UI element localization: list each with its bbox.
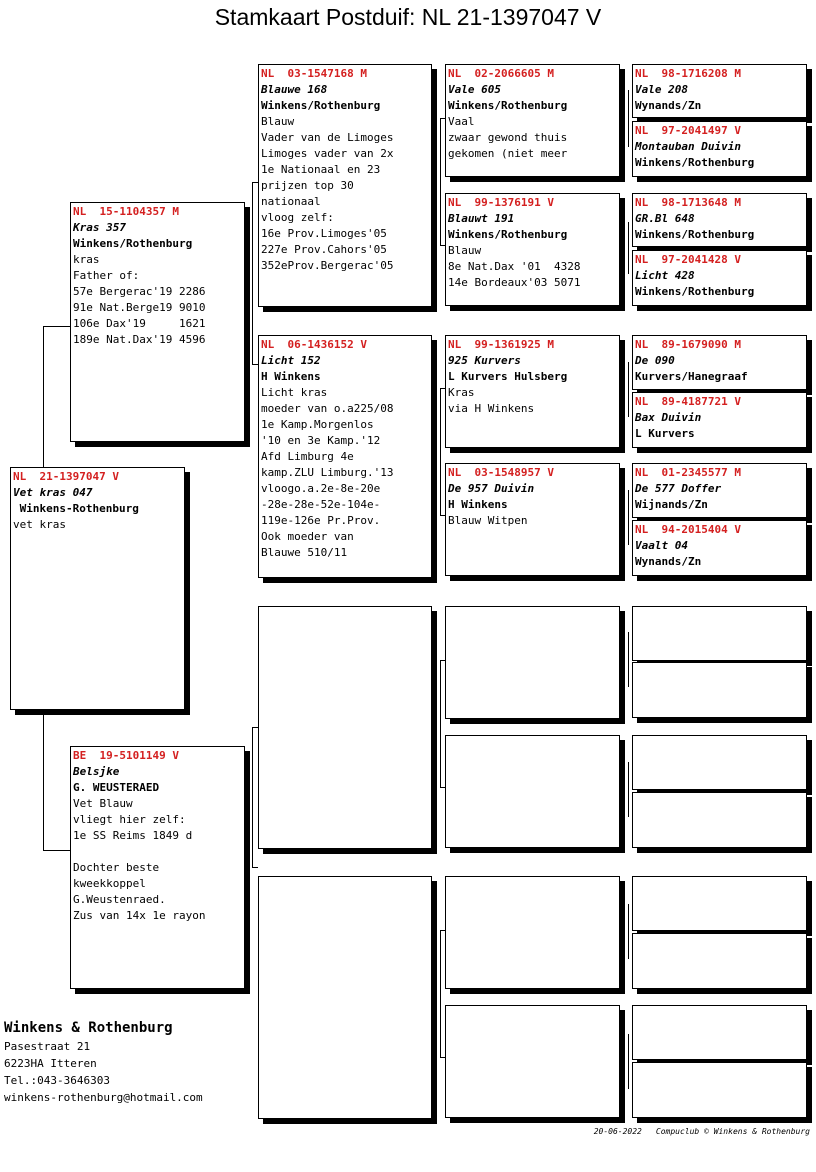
info-line: 57e Bergerac'19 2286 [73,285,206,298]
pigeon-name: Vale 208 [635,83,688,96]
pigeon-card-fmmf[interactable] [632,463,807,518]
connector [628,632,629,687]
info-line: Vader van de Limoges [261,131,394,144]
pigeon-card-empty[interactable] [632,735,807,790]
pigeon-card-mmf-empty[interactable] [445,876,620,989]
pigeon-name: 925 Kurvers [448,354,521,367]
ring-number: NL 98-1716208 M [635,67,741,80]
connector [628,904,629,959]
owner-name: Winkens & Rothenburg [4,1020,173,1036]
pigeon-name: De 957 Duivin [448,482,535,495]
pigeon-card-ffmm[interactable] [632,250,807,306]
owner-street: Pasestraat 21 [4,1040,91,1053]
owner-info [4,1018,203,1106]
info-line: Afd Limburg 4e [261,450,354,463]
info-line: 189e Nat.Dax'19 4596 [73,333,206,346]
breeder: Winkens/Rothenburg [261,99,381,112]
info-line: kras [73,253,100,266]
info-line: 352eProv.Bergerac'05 [261,259,394,272]
pigeon-card-empty[interactable] [632,1062,807,1118]
info-line: kweekkoppel [73,877,146,890]
connector [628,362,629,417]
breeder: Winkens-Rothenburg [13,502,139,515]
info-line: Zus van 14x 1e rayon [73,909,206,922]
ring-number: NL 02-2066605 M [448,67,554,80]
print-date: 20-06-2022 [593,1127,642,1136]
info-line: 8e Nat.Dax '01 4328 [448,260,581,273]
pigeon-card-fm[interactable] [258,335,432,578]
info-line: Kras [448,386,475,399]
pigeon-name: GR.Bl 648 [635,212,695,225]
connector [628,222,629,274]
connector [628,1034,629,1089]
breeder: Winkens/Rothenburg [635,285,755,298]
connector [43,850,70,851]
info-line: 14e Bordeaux'03 5071 [448,276,581,289]
info-line: Dochter beste [73,861,160,874]
info-line: zwaar gewond thuis [448,131,568,144]
info-line: 1e Kamp.Morgenlos [261,418,374,431]
info-line: vliegt hier zelf: [73,813,186,826]
ring-number: NL 99-1376191 V [448,196,554,209]
pigeon-card-mother[interactable] [70,746,245,989]
info-line: 1e Nationaal en 23 [261,163,381,176]
breeder: Wijnands/Zn [635,498,708,511]
info-line: vloog zelf: [261,211,334,224]
ring-number: NL 99-1361925 M [448,338,554,351]
breeder: Winkens/Rothenburg [448,228,568,241]
pigeon-card-empty[interactable] [632,606,807,661]
pigeon-card-empty[interactable] [632,662,807,718]
pigeon-card-empty[interactable] [632,792,807,848]
pigeon-card-ffm[interactable] [445,193,620,306]
info-line: 119e-126e Pr.Prov. [261,514,381,527]
pigeon-name: De 577 Doffer [635,482,722,495]
ring-number: NL 97-2041497 V [635,124,741,137]
info-line: G.Weustenraed. [73,893,166,906]
pigeon-name: Blauwt 191 [448,212,515,225]
breeder: L Kurvers Hulsberg [448,370,568,383]
pigeon-card-empty[interactable] [632,876,807,931]
ring-number: NL 21-1397047 V [13,470,119,483]
pigeon-card-mmm-empty[interactable] [445,1005,620,1118]
connector [252,727,253,867]
breeder: Wynands/Zn [635,99,702,112]
connector [440,660,441,787]
pigeon-card-fffm[interactable] [632,121,807,177]
info-line: 1e SS Reims 1849 d [73,829,193,842]
connector [440,930,441,1057]
info-line: 91e Nat.Berge19 9010 [73,301,206,314]
info-line: Blauwe 510/11 [261,546,348,559]
pigeon-card-mm-empty[interactable] [258,876,432,1119]
ring-number: NL 03-1548957 V [448,466,554,479]
footer [594,1127,810,1136]
pigeon-card-mfm-empty[interactable] [445,735,620,848]
pigeon-card-fmff[interactable] [632,335,807,390]
info-line: via H Winkens [448,402,535,415]
breeder: Winkens/Rothenburg [448,99,568,112]
info-line: '10 en 3e Kamp.'12 [261,434,381,447]
ring-number: NL 97-2041428 V [635,253,741,266]
info-line: 106e Dax'19 1621 [73,317,206,330]
info-line: Licht kras [261,386,328,399]
pigeon-card-fmfm[interactable] [632,392,807,448]
breeder: Winkens/Rothenburg [73,237,193,250]
pigeon-name: Licht 152 [261,354,321,367]
breeder: Wynands/Zn [635,555,702,568]
pigeon-card-empty[interactable] [632,1005,807,1060]
info-line: Father of: [73,269,140,282]
pigeon-name: Belsjke [73,765,120,778]
breeder: H Winkens [448,498,508,511]
pigeon-name: Bax Duivin [635,411,702,424]
pigeon-card-father[interactable] [70,202,245,442]
pigeon-name: Kras 357 [73,221,126,234]
info-line: Blauw [261,115,295,128]
connector [43,715,44,850]
pigeon-card-ffff[interactable] [632,64,807,118]
connector [43,326,70,327]
breeder: Kurvers/Hanegraaf [635,370,748,383]
pigeon-name: Blauwe 168 [261,83,328,96]
owner-phone: Tel.:043-3646303 [4,1074,110,1087]
info-line: vloogo.a.2e-8e-20e [261,482,381,495]
pigeon-card-fmm[interactable] [445,463,620,576]
info-line: -28e-28e-52e-104e- [261,498,381,511]
info-line: Blauw [448,244,482,257]
info-line: vet kras [13,518,66,531]
connector [628,90,629,147]
ring-number: NL 15-1104357 M [73,205,179,218]
info-line: 16e Prov.Limoges'05 [261,227,387,240]
breeder: Winkens/Rothenburg [635,156,755,169]
footer-credit: Compuclub © Winkens & Rothenburg [655,1127,810,1136]
pigeon-card-empty[interactable] [632,933,807,989]
connector [43,326,44,468]
pigeon-card-mff-empty[interactable] [445,606,620,719]
info-line: Vaal [448,115,475,128]
ring-number: NL 89-1679090 M [635,338,741,351]
info-line: nationaal [261,195,321,208]
connector [252,867,258,868]
breeder: G. WEUSTERAED [73,781,160,794]
page-title: Stamkaart Postduif: NL 21-1397047 V [214,4,602,30]
info-line: kamp.ZLU Limburg.'13 [261,466,394,479]
pigeon-card-fmf[interactable] [445,335,620,448]
pigeon-name: Vet kras 047 [13,486,93,499]
owner-email[interactable]: winkens-rothenburg@hotmail.com [4,1091,203,1104]
pigeon-card-fmmm[interactable] [632,520,807,576]
connector [628,762,629,817]
connector [628,490,629,545]
info-line: Ook moeder van [261,530,354,543]
ring-number: NL 89-4187721 V [635,395,741,408]
owner-city: 6223HA Itteren [4,1057,97,1070]
pigeon-card-fff[interactable] [445,64,620,177]
ring-number: NL 06-1436152 V [261,338,367,351]
pigeon-name: Montauban Duivin [635,140,741,153]
info-line: Vet Blauw [73,797,133,810]
breeder: Winkens/Rothenburg [635,228,755,241]
info-line: gekomen (niet meer [448,147,568,160]
pigeon-card-subject[interactable] [10,467,185,710]
info-line: 227e Prov.Cahors'05 [261,243,387,256]
connector [440,388,441,515]
pigeon-card-ffmf[interactable] [632,193,807,247]
info-line: Blauw Witpen [448,514,528,527]
ring-number: NL 98-1713648 M [635,196,741,209]
info-line: moeder van o.a225/08 [261,402,394,415]
breeder: H Winkens [261,370,321,383]
ring-number: BE 19-5101149 V [73,749,179,762]
pigeon-name: Vale 605 [448,83,501,96]
ring-number: NL 01-2345577 M [635,466,741,479]
pigeon-name: Licht 428 [635,269,695,282]
pigeon-name: De 090 [635,354,675,367]
pigeon-card-mf-empty[interactable] [258,606,432,849]
pigeon-name: Vaalt 04 [635,539,688,552]
info-line: Limoges vader van 2x [261,147,394,160]
info-line: prijzen top 30 [261,179,354,192]
connector [440,118,441,245]
connector [252,182,253,364]
pigeon-card-ff[interactable] [258,64,432,307]
info-line [73,844,242,860]
ring-number: NL 94-2015404 V [635,523,741,536]
breeder: L Kurvers [635,427,695,440]
ring-number: NL 03-1547168 M [261,67,367,80]
